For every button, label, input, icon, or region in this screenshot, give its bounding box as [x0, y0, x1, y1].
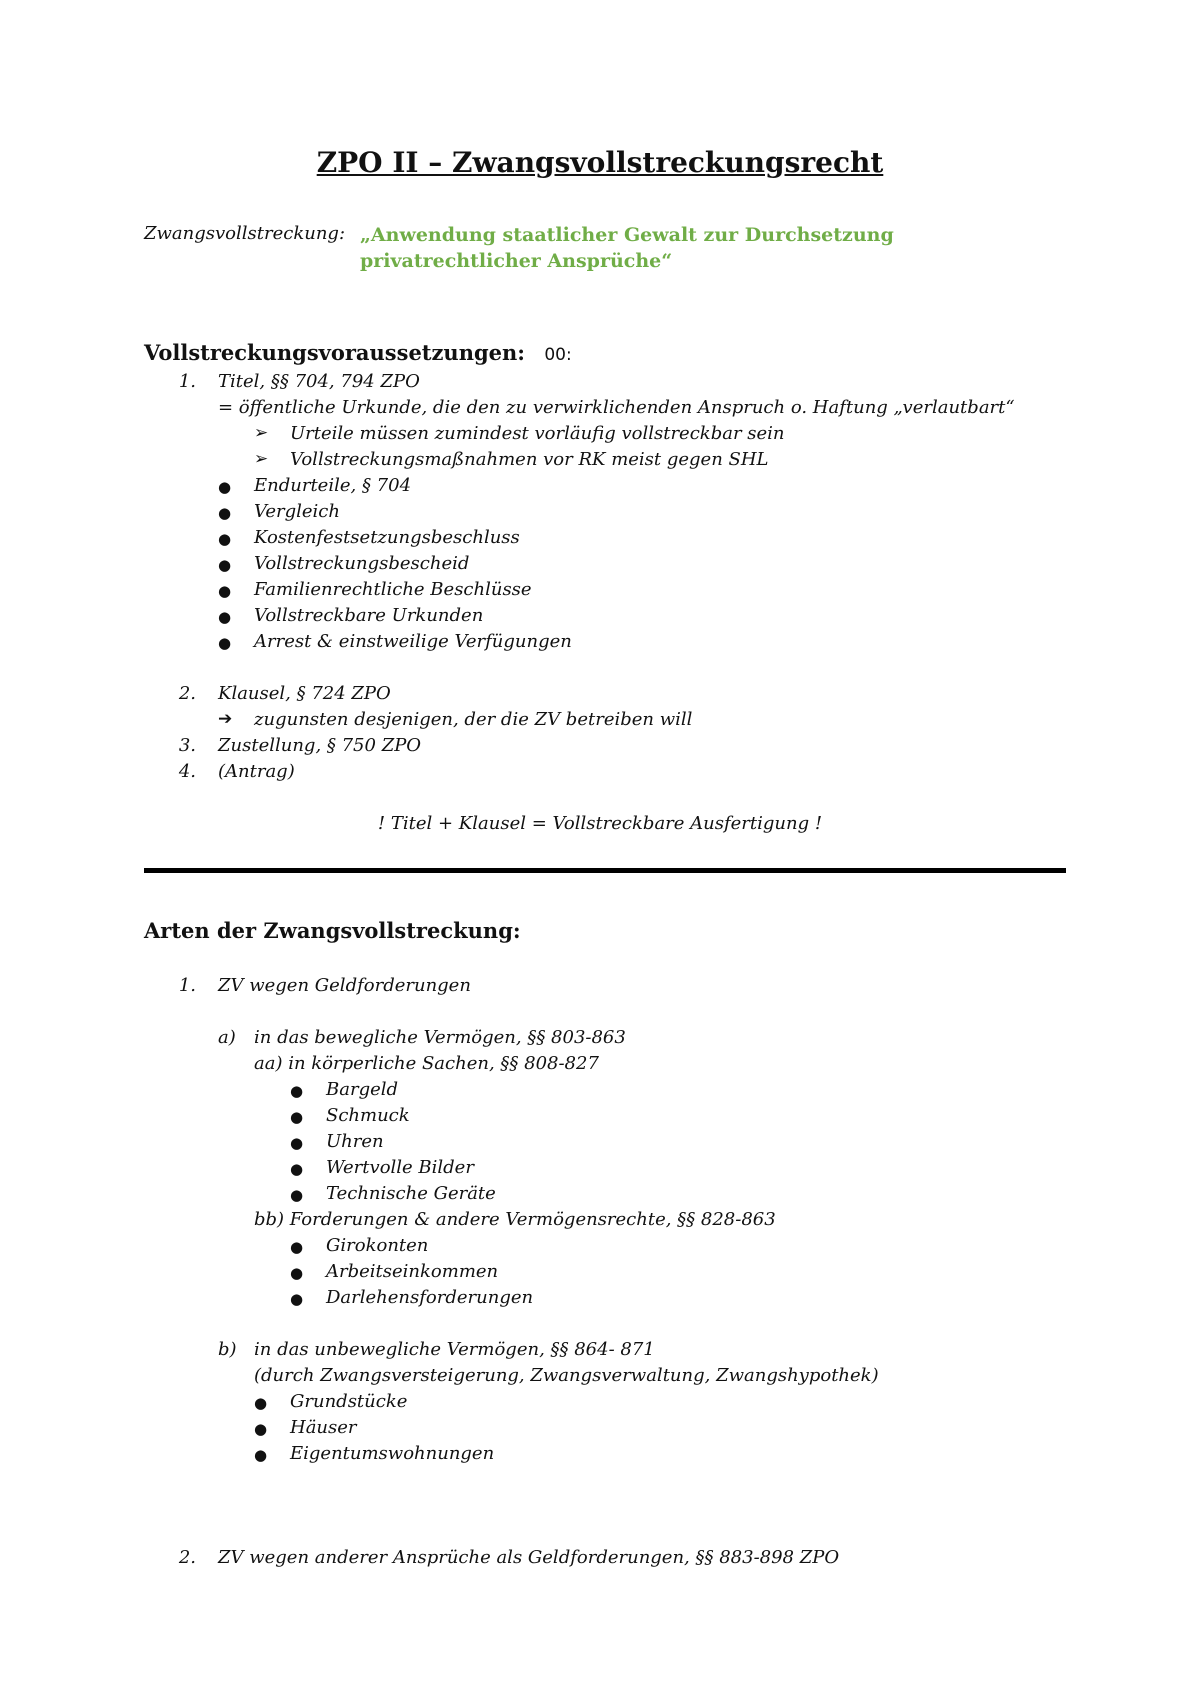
list-item-klausel: Klausel, § 724 ZPO: [218, 683, 391, 704]
formula-note: ! Titel + Klausel = Vollstreckbare Ausfertigung !: [377, 813, 823, 834]
section-divider: [144, 868, 1066, 873]
definition-label: Zwangsvollstreckung:: [144, 223, 346, 244]
sublist-letter: b): [218, 1339, 237, 1360]
bb-item: Arbeitseinkommen: [326, 1261, 499, 1282]
titel-type: Arrest & einstweilige Verfügungen: [254, 631, 572, 652]
arrowhead-bullet-icon: ➢: [254, 423, 269, 443]
sublist-item-unbewegliches: in das unbewegliche Vermögen, §§ 864- 871: [254, 1339, 655, 1360]
list-item-titel: Titel, §§ 704, 794 ZPO: [218, 371, 420, 392]
unbewegliches-note: (durch Zwangsversteigerung, Zwangsverwaltung, Zwangshypothek): [254, 1365, 879, 1386]
list-number: 3.: [178, 735, 196, 756]
titel-type: Vollstreckbare Urkunden: [254, 605, 484, 626]
section-heading-text: Vollstreckungsvoraussetzungen:: [144, 340, 526, 365]
aa-item: Bargeld: [326, 1079, 399, 1100]
bullet-icon: ●: [290, 1264, 304, 1282]
aa-item: Uhren: [326, 1131, 384, 1152]
bb-item: Darlehensforderungen: [326, 1287, 534, 1308]
bullet-icon: ●: [290, 1186, 304, 1204]
list-item-geldforderungen: ZV wegen Geldforderungen: [218, 975, 471, 996]
bullet-icon: ●: [290, 1290, 304, 1308]
titel-note: Urteile müssen zumindest vorläufig vollstreckbar sein: [290, 423, 785, 444]
bullet-icon: ●: [218, 478, 232, 496]
list-item-andere-ansprueche: ZV wegen anderer Ansprüche als Geldforderungen, §§ 883-898 ZPO: [218, 1547, 840, 1568]
titel-type: Endurteile, § 704: [254, 475, 412, 496]
bullet-icon: ●: [218, 556, 232, 574]
arrowhead-bullet-icon: ➢: [254, 449, 269, 469]
b-item: Grundstücke: [290, 1391, 408, 1412]
bullet-icon: ●: [290, 1238, 304, 1256]
sublist-item-bewegliches: in das bewegliche Vermögen, §§ 803-863: [254, 1027, 626, 1048]
bullet-icon: ●: [218, 634, 232, 652]
aa-item: Wertvolle Bilder: [326, 1157, 474, 1178]
list-number: 1.: [178, 975, 196, 996]
aa-item: Schmuck: [326, 1105, 410, 1126]
section-heading-voraussetzungen: [144, 340, 572, 365]
bullet-icon: ●: [290, 1108, 304, 1126]
bullet-icon: ●: [290, 1082, 304, 1100]
list-number: 1.: [178, 371, 196, 392]
bullet-icon: ●: [254, 1420, 268, 1438]
subsublist-item-aa: aa) in körperliche Sachen, §§ 808-827: [254, 1053, 599, 1074]
definition-text: „Anwendung staatlicher Gewalt zur Durchsetzung privatrechtlicher Ansprüche“: [360, 224, 894, 272]
list-item-zustellung: Zustellung, § 750 ZPO: [218, 735, 422, 756]
bullet-icon: ●: [218, 504, 232, 522]
list-number: 2.: [178, 683, 196, 704]
bullet-icon: ●: [254, 1446, 268, 1464]
section-heading-arten: Arten der Zwangsvollstreckung:: [144, 918, 521, 943]
b-item: Häuser: [290, 1417, 357, 1438]
list-number: 2.: [178, 1547, 196, 1568]
bullet-icon: ●: [290, 1134, 304, 1152]
bullet-icon: ●: [218, 582, 232, 600]
sublist-letter: a): [218, 1027, 236, 1048]
section-heading-extra: 00:: [544, 345, 572, 365]
titel-note: Vollstreckungsmaßnahmen vor RK meist gegen SHL: [290, 449, 769, 470]
arrow-right-icon: ➔: [218, 709, 233, 729]
bullet-icon: ●: [290, 1160, 304, 1178]
subsublist-item-bb: bb) Forderungen & andere Vermögensrechte, §§ 828-863: [254, 1209, 776, 1230]
klausel-note: zugunsten desjenigen, der die ZV betreiben will: [254, 709, 693, 730]
titel-type: Vergleich: [254, 501, 340, 522]
titel-type: Familienrechtliche Beschlüsse: [254, 579, 532, 600]
bb-item: Girokonten: [326, 1235, 429, 1256]
titel-type: Vollstreckungsbescheid: [254, 553, 470, 574]
titel-definition: = öffentliche Urkunde, die den zu verwirklichenden Anspruch o. Haftung „verlautbart“: [218, 397, 1015, 418]
bullet-icon: ●: [218, 530, 232, 548]
aa-item: Technische Geräte: [326, 1183, 496, 1204]
bullet-icon: ●: [254, 1394, 268, 1412]
list-number: 4.: [178, 761, 196, 782]
bullet-icon: ●: [218, 608, 232, 626]
b-item: Eigentumswohnungen: [290, 1443, 495, 1464]
titel-type: Kostenfestsetzungsbeschluss: [254, 527, 520, 548]
list-item-antrag: (Antrag): [218, 761, 295, 782]
page-title: ZPO II – Zwangsvollstreckungsrecht: [316, 146, 884, 179]
